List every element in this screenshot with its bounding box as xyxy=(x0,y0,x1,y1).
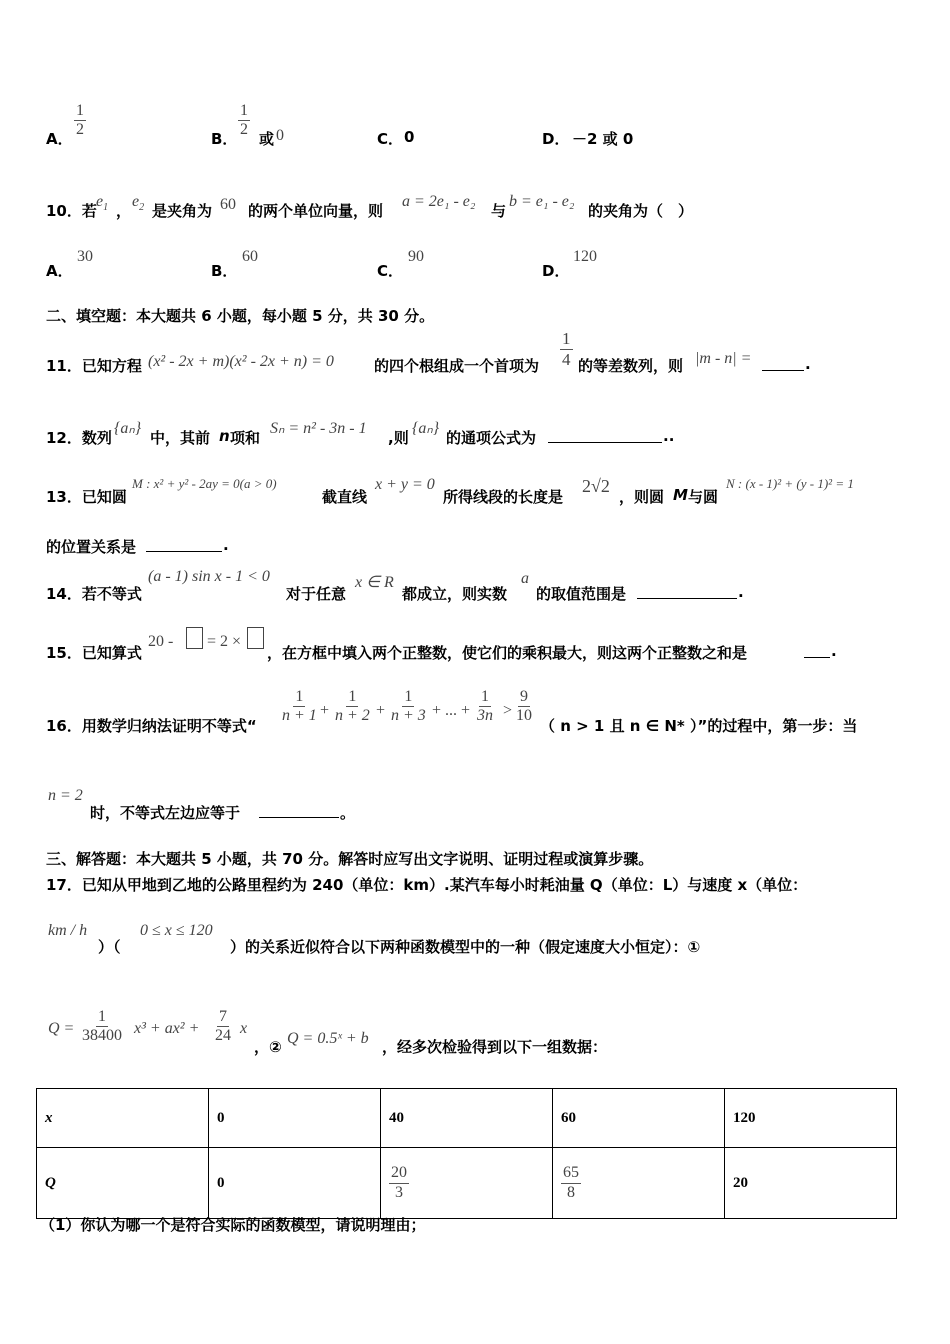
q17-line-1: 17．已知从甲地到乙地的公路里程约为 240（单位：km）.某汽车每小时耗油量 Q（单位：L）与速度 x（单位： xyxy=(46,876,808,894)
q14-number: 14．若不等式 xyxy=(46,585,142,603)
q15-end: . xyxy=(831,642,837,660)
q13-text-1: 截直线 xyxy=(322,488,368,506)
q13-circle-m: M : x² + y² - 2ay = 0(a > 0) xyxy=(132,476,277,491)
table-cell: Q xyxy=(37,1148,209,1219)
q15-number: 15．已知算式 xyxy=(46,644,142,662)
fraction-denominator: 8 xyxy=(567,1183,575,1201)
q12-answer-blank[interactable] xyxy=(548,428,662,443)
fraction-denominator: 38400 xyxy=(82,1027,122,1045)
fraction-numerator: 65 xyxy=(561,1164,581,1183)
q9-option-b-label: B． xyxy=(211,130,238,148)
q9-option-d-label: D． xyxy=(542,130,570,148)
q10-option-d-value: 120 xyxy=(573,248,597,265)
q13-length: 2√2 xyxy=(582,476,610,496)
q16-n2: n = 2 xyxy=(48,787,83,804)
section-2-heading: 二、填空题：本大题共 6 小题，每小题 5 分，共 30 分。 xyxy=(46,307,435,325)
q17-paren: ）（ xyxy=(98,938,121,956)
q16-condition: （ n > 1 且 n ∈ N* ）”的过程中，第一步：当 xyxy=(540,717,858,735)
fraction-numerator: 1 xyxy=(346,688,358,707)
q17-q-eq: Q = xyxy=(48,1020,75,1037)
q17-fraction-1 xyxy=(80,1008,124,1046)
q16-dots: + ... + xyxy=(432,702,471,719)
fraction-numerator: 1 xyxy=(479,688,491,707)
fraction-numerator: 1 xyxy=(402,688,414,707)
q10-comma: ， xyxy=(116,202,132,220)
q16-number: 16．用数学归纳法证明不等式“ xyxy=(46,717,257,735)
fraction-numerator: 1 xyxy=(74,102,86,121)
q12-sum: Sₙ = n² - 3n - 1 xyxy=(270,420,367,437)
q10-option-d-label: D． xyxy=(542,262,570,280)
fraction-numerator: 1 xyxy=(238,102,250,121)
q11-equation: (x² - 2x + m)(x² - 2x + n) = 0 xyxy=(148,353,334,370)
q9-option-a-fraction xyxy=(74,102,86,140)
table-cell xyxy=(553,1148,725,1219)
q14-domain: x ∈ R xyxy=(355,574,394,591)
q10-angle: 60 xyxy=(220,196,236,213)
fraction-numerator: 1 xyxy=(293,688,305,707)
q16-plus-2: + xyxy=(376,702,386,719)
q11-fraction xyxy=(560,329,573,369)
table-fraction-65-8 xyxy=(561,1164,581,1202)
q10-expr-a: a = 2e₁ - e₂ xyxy=(402,193,476,210)
q10-text-4: 的夹角为（ ） xyxy=(588,202,694,220)
q11-answer-blank[interactable] xyxy=(762,356,804,371)
q17-subquestion-1: （1）你认为哪一个是符合实际的函数模型，请说明理由； xyxy=(40,1216,426,1234)
table-cell: 60 xyxy=(553,1089,725,1148)
q15-box-1[interactable] xyxy=(186,627,203,649)
q14-answer-blank[interactable] xyxy=(637,584,737,599)
q15-expr-1: 20 - xyxy=(148,633,174,650)
q16-answer-blank[interactable] xyxy=(259,803,339,818)
q10-e1: $e_1$ xyxy=(96,193,109,214)
q13-m: M xyxy=(673,486,688,504)
q16-fraction-3 xyxy=(389,688,428,726)
q16-gt: > xyxy=(503,702,513,719)
q15-box-2[interactable] xyxy=(247,627,264,649)
q17-text-3: ，经多次检验得到以下一组数据： xyxy=(382,1038,608,1056)
q12-sequence-2: {aₙ} xyxy=(412,420,440,437)
q10-option-a-value: 30 xyxy=(77,248,93,265)
q9-option-c-label: C． xyxy=(377,130,404,148)
q12-sequence: {aₙ} xyxy=(114,420,142,437)
q16-end: 。 xyxy=(340,804,356,822)
q10-option-b-value: 60 xyxy=(242,248,258,265)
q16-plus-1: + xyxy=(320,702,330,719)
q11-abs: |m - n| = xyxy=(695,350,752,367)
q14-inequality: (a - 1) sin x - 1 < 0 xyxy=(148,568,270,585)
q12-number: 12．数列 xyxy=(46,429,112,447)
fraction-denominator: 10 xyxy=(516,707,532,725)
table-cell: x xyxy=(37,1089,209,1148)
q9-option-a-label: A． xyxy=(46,130,73,148)
q11-text-1: 的四个根组成一个首项为 xyxy=(374,357,540,375)
q17-fraction-2 xyxy=(213,1008,233,1046)
q13-answer-blank[interactable] xyxy=(146,537,222,552)
q10-text-2: 的两个单位向量，则 xyxy=(248,202,384,220)
q12-text-2: 项和 xyxy=(230,429,261,447)
q9-option-d-value: －2 或 0 xyxy=(572,130,634,148)
fraction-numerator: 20 xyxy=(389,1164,409,1183)
q13-text-4: 与圆 xyxy=(688,488,719,506)
fraction-numerator: 1 xyxy=(562,329,571,348)
table-cell: 120 xyxy=(725,1089,897,1148)
q17-text-2: ，② xyxy=(254,1038,282,1056)
q9-option-b-or: 或 xyxy=(259,130,275,148)
table-cell: 40 xyxy=(381,1089,553,1148)
q12-n: n xyxy=(219,427,230,445)
q10-number: 10．若 xyxy=(46,202,97,220)
q16-fraction-4 xyxy=(475,688,495,726)
q13-circle-n: N : (x - 1)² + (y - 1)² = 1 xyxy=(726,476,854,491)
q14-end: . xyxy=(738,583,744,601)
fraction-denominator: n + 2 xyxy=(335,707,370,725)
q12-text-3: ,则 xyxy=(388,429,409,447)
table-cell: 0 xyxy=(209,1148,381,1219)
q14-text-1: 对于任意 xyxy=(286,585,347,603)
q17-unit: km / h xyxy=(48,922,88,939)
q13-text-3: ，则圆 xyxy=(619,488,665,506)
q13-text-2: 所得线段的长度是 xyxy=(443,488,564,506)
q10-text-1: 是夹角为 xyxy=(152,202,213,220)
q16-fraction-1 xyxy=(280,688,319,726)
fraction-denominator: n + 1 xyxy=(282,707,317,725)
q10-option-a-label: A． xyxy=(46,262,73,280)
table-cell xyxy=(381,1148,553,1219)
q17-q-x: x xyxy=(240,1020,248,1037)
section-3-heading: 三、解答题：本大题共 5 小题，共 70 分。解答时应写出文字说明、证明过程或演算步骤。 xyxy=(46,850,654,868)
fraction-denominator: 4 xyxy=(562,349,571,369)
fraction-denominator: 2 xyxy=(240,121,248,139)
table-row xyxy=(37,1148,897,1219)
q9-option-c-value: 0 xyxy=(404,128,415,146)
q17-q-mid: x³ + ax² + xyxy=(134,1020,200,1037)
fraction-denominator: 24 xyxy=(215,1027,231,1045)
table-cell: 20 xyxy=(725,1148,897,1219)
q12-text-1: 中，其前 xyxy=(150,429,211,447)
q16-fraction-5 xyxy=(514,688,534,726)
q10-option-c-value: 90 xyxy=(408,248,424,265)
q11-text-2: 的等差数列，则 xyxy=(578,357,684,375)
q16-fraction-2 xyxy=(333,688,372,726)
table-row xyxy=(37,1089,897,1148)
fraction-numerator: 7 xyxy=(217,1008,229,1027)
q10-option-c-label: C． xyxy=(377,262,404,280)
q14-a: a xyxy=(521,570,529,587)
q13-line-2: 的位置关系是 xyxy=(46,538,137,556)
fraction-denominator: n + 3 xyxy=(391,707,426,725)
q13-line: x + y = 0 xyxy=(375,476,435,493)
q15-answer-blank[interactable] xyxy=(804,643,830,658)
fraction-numerator: 9 xyxy=(518,688,530,707)
q11-end: . xyxy=(805,355,811,373)
data-table xyxy=(36,1088,897,1219)
q9-option-b-fraction xyxy=(238,102,250,140)
q10-text-3: 与 xyxy=(491,202,507,220)
q10-expr-b: b = e₁ - e₂ xyxy=(509,193,575,210)
table-cell: 0 xyxy=(209,1089,381,1148)
q15-expr-2: = 2 × xyxy=(207,633,242,650)
fraction-denominator: 2 xyxy=(76,121,84,139)
q9-option-b-zero: 0 xyxy=(276,127,284,144)
q17-range: 0 ≤ x ≤ 120 xyxy=(140,922,213,939)
q12-end: .. xyxy=(663,427,675,445)
q14-text-2: 都成立，则实数 xyxy=(402,585,508,603)
q15-text: ，在方框中填入两个正整数，使它们的乘积最大，则这两个正整数之和是 xyxy=(267,644,748,662)
q17-model-2: Q = 0.5ˣ + b xyxy=(287,1030,369,1047)
q12-text-4: 的通项公式为 xyxy=(446,429,537,447)
q10-e2: $e_2$ xyxy=(132,193,145,214)
q16-text-2: 时，不等式左边应等于 xyxy=(90,804,241,822)
q17-text-1: ）的关系近似符合以下两种函数模型中的一种（假定速度大小恒定）：① xyxy=(230,938,701,956)
table-fraction-20-3 xyxy=(389,1164,409,1202)
fraction-denominator: 3 xyxy=(395,1183,403,1201)
q13-number: 13．已知圆 xyxy=(46,488,127,506)
q10-option-b-label: B． xyxy=(211,262,238,280)
q11-number: 11．已知方程 xyxy=(46,357,142,375)
q14-text-3: 的取值范围是 xyxy=(536,585,627,603)
fraction-numerator: 1 xyxy=(96,1008,108,1027)
fraction-denominator: 3n xyxy=(477,707,493,725)
q13-end: . xyxy=(223,536,229,554)
